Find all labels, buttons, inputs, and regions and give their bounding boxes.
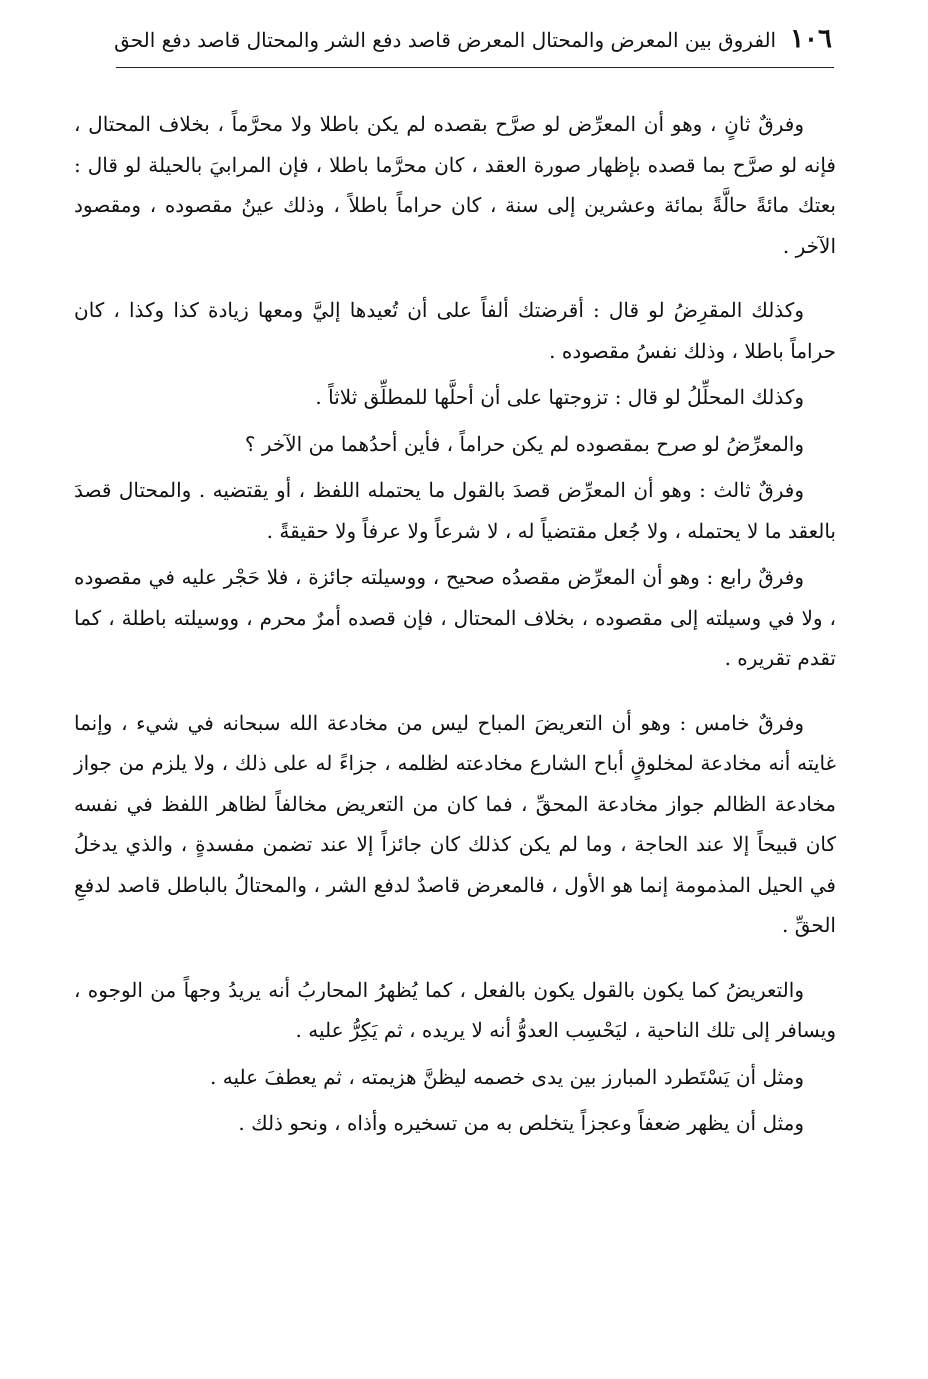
paragraph-third-difference: وفرقٌ ثالث : وهو أن المعرِّض قصدَ بالقول ما يحتمله اللفظ ، أو يقتضيه . والمحتال قصدَ بالعقد ما لا يحتمله ، ولا جُعل مقتضياً له ، لا شرعاً ولا عرفاً ولا حقيقةً . bbox=[74, 478, 836, 543]
paragraph-muhallil: وكذلك المحلِّلُ لو قال : تزوجتها على أن أحلَّها للمطلِّق ثلاثاً . bbox=[315, 385, 804, 409]
running-title: الفروق بين المعرض والمحتال المعرض قاصد دفع الشر والمحتال قاصد دفع الحق bbox=[114, 28, 777, 52]
paragraph-duelist: ومثل أن يَسْتَطرد المبارز بين يدى خصمه ليظنَّ هزيمته ، ثم يعطفَ عليه . bbox=[210, 1064, 804, 1089]
paragraph-second-difference: وفرقٌ ثانٍ ، وهو أن المعرِّض لو صرَّح بقصده لم يكن باطلا ولا محرَّماً ، بخلاف المحتال ، فإنه لو صرَّح بما قصده بإظهار صورة العقد ، كان محرَّما باطلا ، فإن المرابيَ بالحيلة لو قال : بعتك مائةً حالَّةً بمائة وعشرين إلى سنة ، كان حراماً باطلاً ، وذلك عينُ مقصوده ، ومقصود الآخر . bbox=[74, 112, 836, 258]
paragraph-fourth-difference: وفرقٌ رابع : وهو أن المعرِّض مقصدُه صحيح ، ووسيلته جائزة ، فلا حَجْر عليه في مقصوده ، ولا في وسيلته إلى مقصوده ، بخلاف المحتال ، فإن قصده أمرٌ محرم ، ووسيلته باطلة ، كما تقدم تقريره . bbox=[74, 565, 836, 670]
header-rule bbox=[116, 67, 834, 68]
page-number: ١٠٦ bbox=[790, 24, 832, 54]
paragraph-muarrid: والمعرِّضُ لو صرح بمقصوده لم يكن حراماً ، فأين أحدُهما من الآخر ؟ bbox=[244, 431, 804, 456]
running-header bbox=[116, 22, 832, 57]
paragraph-action-tariid: والتعريضُ كما يكون بالقول يكون بالفعل ، كما يُظهرُ المحاربُ أنه يريدُ وجهاً من الوجوه ، ويسافر إلى تلك الناحية ، ليَحْسِب العدوُّ أنه لا يريده ، ثم يَكِرُّ عليه . bbox=[74, 977, 836, 1042]
paragraph-weakness: ومثل أن يظهر ضعفاً وعجزاً يتخلص به من تسخيره وأذاه ، ونحو ذلك . bbox=[238, 1111, 804, 1135]
paragraph-fifth-difference: وفرقٌ خامس : وهو أن التعريضَ المباح ليس من مخادعة الله سبحانه في شيء ، وإنما غايته أنه مخادعة لمخلوقٍ أباح الشارع مخادعته لظلمه ، جزاءً له على ذلك ، ولا يلزم من جواز مخادعة الظالم جواز مخادعة المحقِّ ، فما كان من التعريض مخالفاً لظاهر اللفظ في نفسه كان قبيحاً إلا عند الحاجة ، وما لم يكن كذلك كان جائزاً إلا عند تضمن مفسدةٍ ، والذي يدخلُ في الحيل المذمومة إنما هو الأول ، فالمعرض قاصدٌ لدفع الشر ، والمحتالُ بالباطل قاصد لدفعِ الحقِّ . bbox=[74, 710, 836, 937]
paragraph-lender: وكذلك المقرِضُ لو قال : أقرضتك ألفاً على أن تُعيدها إليَّ ومعها زيادة كذا وكذا ، كان حراماً باطلا ، وذلك نفسُ مقصوده . bbox=[74, 298, 836, 363]
page-body bbox=[74, 104, 836, 1144]
